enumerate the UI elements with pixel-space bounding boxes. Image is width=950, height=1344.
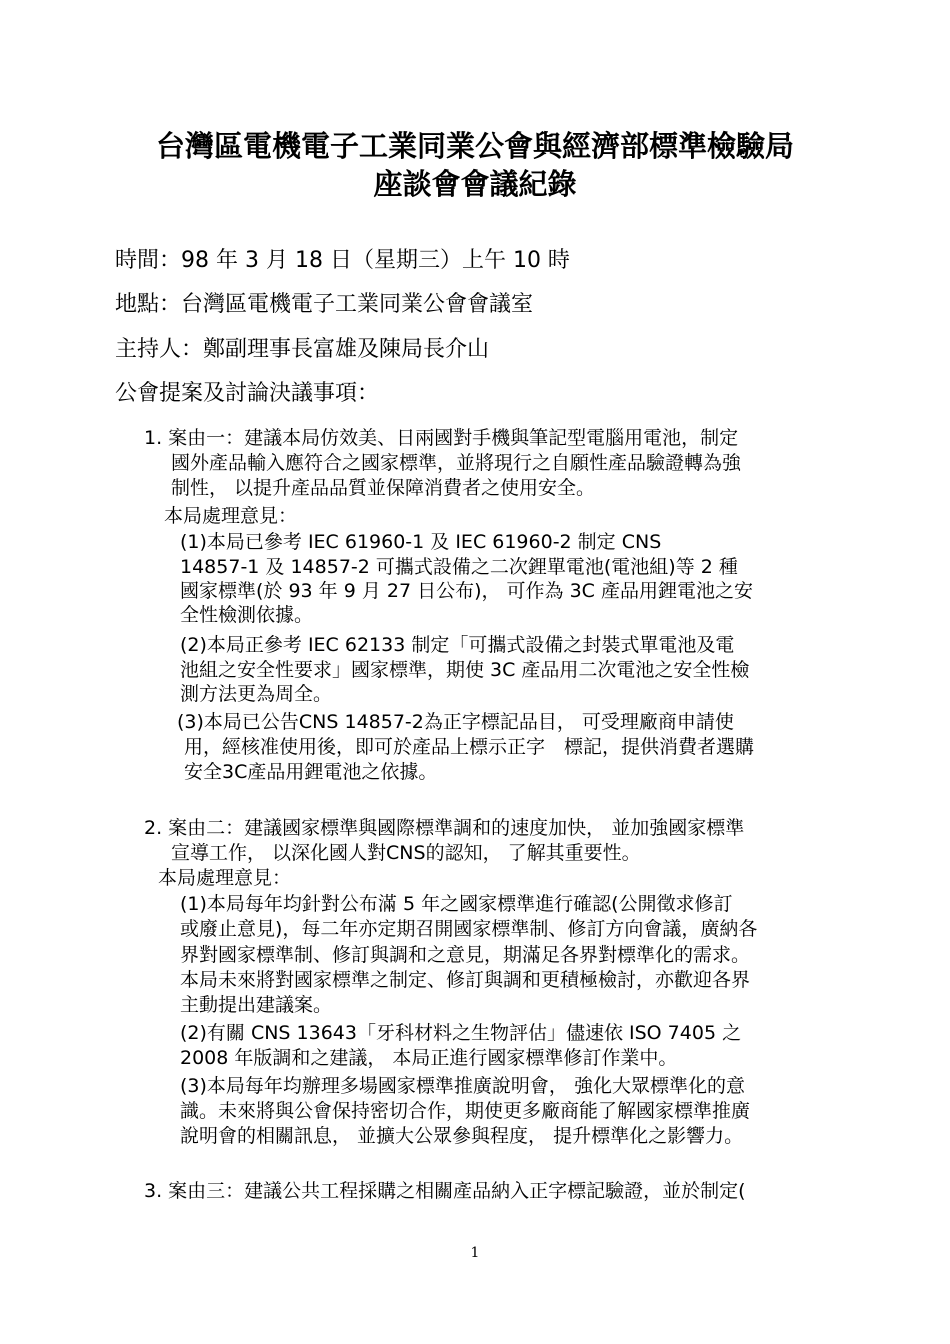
case-1-reply-2: 測方法更為周全。	[180, 683, 333, 705]
case-2-reply-3: 說明會的相關訊息， 並擴大公眾參與程度， 提升標準化之影響力。	[180, 1125, 744, 1147]
case-2-reply-2: 2008 年版調和之建議， 本局正進行國家標準修訂作業中。	[180, 1047, 678, 1069]
case-1-heading: 1. 案由一：建議本局仿效美、日兩國對手機與筆記型電腦用電池，制定	[144, 427, 739, 449]
meeting-time: 時間：98 年 3 月 18 日（星期三）上午 10 時	[115, 248, 570, 273]
document-title-line-1: 台灣區電機電子工業同業公會與經濟部標準檢驗局	[155, 129, 794, 163]
case-1-reply-3: 用，經核准使用後，即可於產品上標示正字 標記，提供消費者選購	[184, 736, 755, 758]
case-1-reply-1: 全性檢測依據。	[180, 604, 314, 626]
case-1-reply-1: 14857-1 及 14857-2 可攜式設備之二次鋰單電池(電池組)等 2 種	[180, 556, 738, 578]
case-1-reply-2: (2)本局正參考 IEC 62133 制定「可攜式設備之封裝式單電池及電	[180, 634, 735, 656]
case-1-reply-1: (1)本局已參考 IEC 61960-1 及 IEC 61960-2 制定 CNS	[180, 531, 662, 553]
case-2-reply-3: (3)本局每年均辦理多場國家標準推廣說明會， 強化大眾標準化的意	[180, 1075, 745, 1097]
case-1-reply-1: 國家標準(於 93 年 9 月 27 日公布)， 可作為 3C 產品用鋰電池之安	[180, 580, 753, 602]
case-2-reply-1: (1)本局每年均針對公布滿 5 年之國家標準進行確認(公開徵求修訂	[180, 893, 733, 915]
page-number: 1	[470, 1245, 480, 1261]
case-2-reply-1: 本局未來將對國家標準之制定、修訂與調和更積極檢討，亦歡迎各界	[180, 969, 751, 991]
case-1-reply-3: 安全3C產品用鋰電池之依據。	[184, 761, 438, 783]
case-1-reply-2: 池組之安全性要求」國家標準，期使 3C 產品用二次電池之安全性檢	[180, 659, 750, 681]
case-1-reply-3: (3)本局已公告CNS 14857-2為正字標記品目， 可受理廠商申請使	[177, 711, 734, 733]
case-2-line: 宣導工作， 以深化國人對CNS的認知， 了解其重要性。	[171, 842, 641, 864]
case-1-line: 制性， 以提升產品品質並保障消費者之使用安全。	[171, 477, 596, 499]
case-2-reply-label: 本局處理意見：	[158, 867, 292, 889]
case-2-reply-1: 主動提出建議案。	[180, 994, 333, 1016]
document-title-line-2: 座談會會議紀錄	[373, 167, 577, 201]
case-2-reply-3: 識。未來將與公會保持密切合作，期使更多廠商能了解國家標準推廣	[180, 1100, 751, 1122]
meeting-host: 主持人：鄭副理事長富雄及陳局長介山	[115, 337, 490, 362]
section-heading: 公會提案及討論決議事項：	[115, 381, 380, 406]
case-3-heading: 3. 案由三：建議公共工程採購之相關產品納入正字標記驗證，並於制定(	[144, 1180, 746, 1202]
case-1-reply-label: 本局處理意見：	[164, 505, 298, 527]
case-2-heading: 2. 案由二：建議國家標準與國際標準調和的速度加快， 並加強國家標準	[144, 817, 745, 839]
case-2-reply-1: 界對國家標準制、修訂與調和之意見，期滿足各界對標準化的需求。	[180, 944, 751, 966]
case-1-line: 國外產品輸入應符合之國家標準，並將現行之自願性產品驗證轉為強	[171, 452, 742, 474]
case-2-reply-2: (2)有關 CNS 13643「牙科材料之生物評估」儘速依 ISO 7405 之	[180, 1022, 742, 1044]
meeting-place: 地點：台灣區電機電子工業同業公會會議室	[115, 292, 534, 317]
case-2-reply-1: 或廢止意見)，每二年亦定期召開國家標準制、修訂方向會議，廣納各	[180, 918, 758, 940]
